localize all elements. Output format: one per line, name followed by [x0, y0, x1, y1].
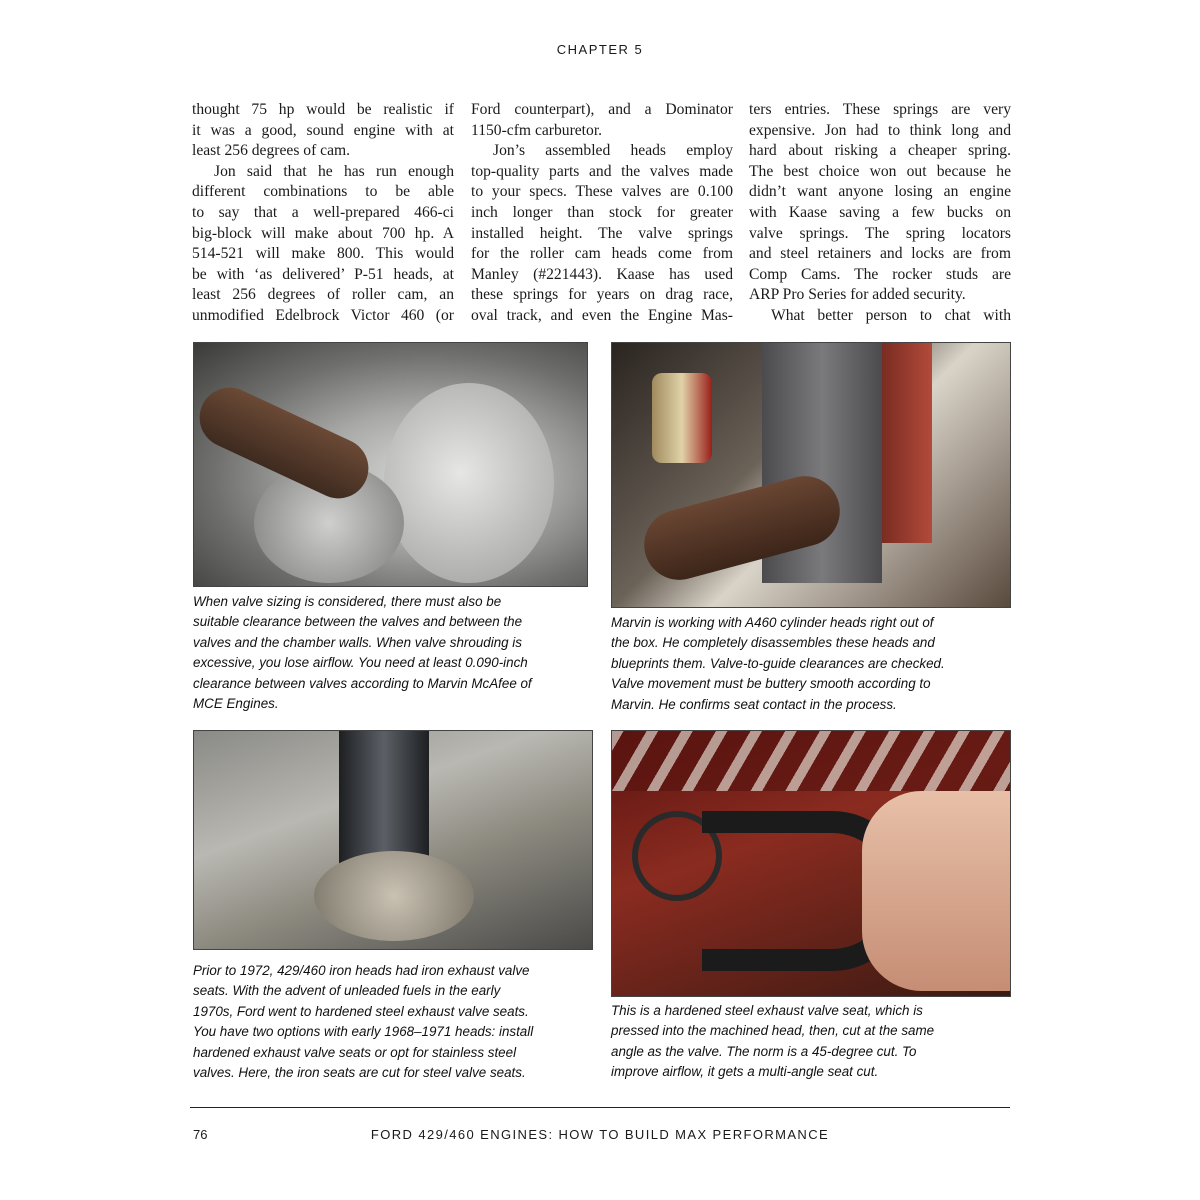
- text-line: hard about risking a cheaper spring.: [749, 142, 1011, 160]
- text-line: ARP Pro Series for added security.: [749, 286, 966, 304]
- caption-line: suitable clearance between the valves and between the: [193, 614, 523, 630]
- caption-seat-cutting: [193, 961, 533, 1083]
- photo-seat-cutting: [193, 730, 593, 950]
- caption-line: seats. With the advent of unleaded fuels in the early: [193, 983, 501, 999]
- caption-line: 1970s, Ford went to hardened steel exhaust valve seats.: [193, 1003, 529, 1019]
- photo-cylinder-head: [611, 342, 1011, 608]
- chapter-header: CHAPTER 5: [556, 42, 644, 57]
- book-title: FORD 429/460 ENGINES: HOW TO BUILD MAX PERFORMANCE: [370, 1127, 830, 1142]
- page-number: 76: [193, 1127, 208, 1142]
- background-tools: [612, 731, 1011, 791]
- text-line: top-quality parts and the valves made: [471, 162, 733, 180]
- photo-micrometer: [611, 730, 1011, 997]
- text-line: The best choice won out because he: [749, 162, 1011, 180]
- caption-cylinder-head: [611, 613, 945, 715]
- caption-line: Marvin. He confirms seat contact in the process.: [611, 696, 897, 712]
- text-line: Ford counterpart), and a Dominator: [471, 101, 733, 118]
- text-line: What better person to chat with: [771, 306, 1011, 324]
- hand-shape: [862, 791, 1011, 991]
- caption-line: excessive, you lose airflow. You need at least 0.090-inch: [193, 655, 528, 671]
- caption-line: angle as the valve. The norm is a 45-degree cut. To: [611, 1043, 917, 1059]
- text-line: 514-521 will make 800. This would: [192, 245, 454, 263]
- text-column-1: [192, 100, 454, 327]
- caption-micrometer: [611, 1001, 934, 1083]
- text-line: Comp Cams. The rocker studs are: [749, 265, 1011, 283]
- caption-line: You have two options with early 1968–1971 heads: install: [193, 1024, 534, 1040]
- caption-line: the box. He completely disassembles these heads and: [611, 635, 935, 651]
- text-line: these springs for years on drag race,: [471, 286, 733, 304]
- text-line: Manley (#221443). Kaase has used: [471, 265, 733, 283]
- red-head-shape: [882, 343, 932, 543]
- photo-valve-clearance: [193, 342, 588, 587]
- text-line: oval track, and even the Engine Mas-: [471, 306, 733, 324]
- text-line: didn’t want anyone losing an engine: [749, 183, 1011, 201]
- text-line: valve springs. The spring locators: [749, 224, 1011, 242]
- caption-line: pressed into the machined head, then, cut at the same: [611, 1023, 935, 1039]
- caption-line: This is a hardened steel exhaust valve seat, which is: [611, 1003, 923, 1018]
- text-line: 1150-cfm carburetor.: [471, 121, 603, 139]
- text-line: and steel retainers and locks are from: [749, 245, 1011, 263]
- caption-line: When valve sizing is considered, there must also be: [193, 594, 502, 609]
- text-line: it was a good, sound engine with at: [192, 121, 454, 139]
- text-line: least 256 degrees of cam.: [192, 142, 351, 160]
- text-line: expensive. Jon had to think long and: [749, 121, 1011, 139]
- caption-line: MCE Engines.: [193, 696, 279, 712]
- text-line: least 256 degrees of roller cam, an: [192, 286, 454, 304]
- valve-head-shape: [384, 383, 554, 583]
- caption-line: Marvin is working with A460 cylinder heads right out of: [611, 615, 934, 630]
- caption-line: blueprints them. Valve-to-guide clearances are checked.: [611, 655, 945, 671]
- text-line: for the roller cam heads come from: [471, 245, 733, 263]
- caption-line: valves. Here, the iron seats are cut for steel valve seats.: [193, 1065, 526, 1081]
- caption-line: improve airflow, it gets a multi-angle seat cut.: [611, 1064, 879, 1080]
- text-line: Jon said that he has run enough: [214, 162, 454, 180]
- caption-line: clearance between valves according to Marvin McAfee of: [193, 675, 532, 691]
- footer-divider: [190, 1107, 1010, 1108]
- text-line: big-block will make about 700 hp. A: [192, 224, 454, 242]
- text-line: with Kaase saving a few bucks on: [749, 203, 1011, 221]
- text-line: to your specs. These valves are 0.100: [471, 183, 733, 201]
- caption-line: valves and the chamber walls. When valve shrouding is: [193, 634, 522, 650]
- text-line: ters entries. These springs are very: [749, 101, 1011, 118]
- text-column-3: [749, 100, 1011, 327]
- text-line: be with ‘as delivered’ P-51 heads, at: [192, 265, 454, 283]
- text-line: installed height. The valve springs: [471, 224, 733, 242]
- caption-line: Prior to 1972, 429/460 iron heads had iron exhaust valve: [193, 963, 530, 978]
- text-line: unmodified Edelbrock Victor 460 (or: [192, 306, 454, 324]
- text-line: inch longer than stock for greater: [471, 203, 733, 221]
- valve-seat-shape: [314, 851, 474, 941]
- text-line: thought 75 hp would be realistic if: [192, 101, 454, 118]
- text-line: Jon’s assembled heads employ: [493, 142, 733, 160]
- text-column-2: [471, 100, 733, 327]
- caption-line: Valve movement must be buttery smooth according to: [611, 676, 931, 692]
- text-line: different combinations to be able: [192, 183, 454, 201]
- caption-line: hardened exhaust valve seats or opt for stainless steel: [193, 1044, 517, 1060]
- text-line: to say that a well-prepared 466-ci: [192, 203, 454, 221]
- can-shape: [652, 373, 712, 463]
- caption-valve-clearance: [193, 592, 532, 714]
